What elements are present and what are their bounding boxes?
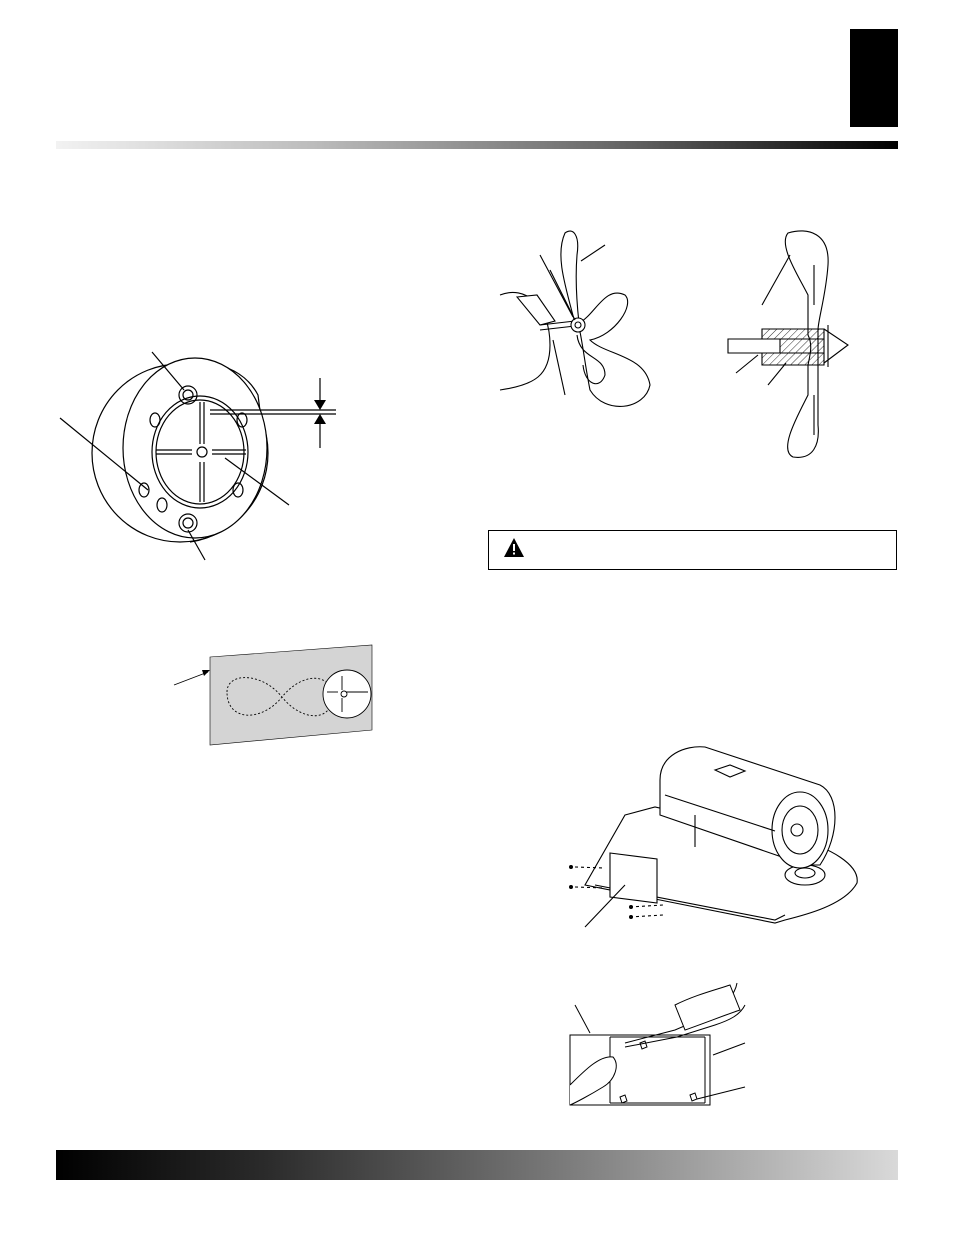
figure-eight-cleaning-figure [172,642,382,747]
burner-head-figure [60,340,360,570]
warning-box [488,530,897,570]
filter-removal-figure [565,975,750,1115]
fan-cross-section-figure [718,225,868,465]
language-tab [850,29,898,127]
footer-bar [56,1150,898,1180]
warning-triangle-icon [503,537,525,559]
header-rule [56,141,898,149]
heater-side-panel-figure [565,735,865,935]
fan-removal-figure [495,225,670,415]
